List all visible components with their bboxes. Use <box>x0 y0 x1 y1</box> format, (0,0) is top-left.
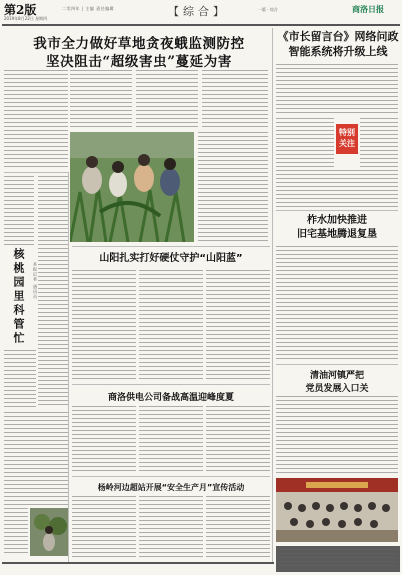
shanyang-col3 <box>206 270 270 382</box>
right-top-headline-line1: 《市长留言台》网络问政 <box>277 30 399 43</box>
column-rule <box>272 28 273 562</box>
right-top-headline-line2: 智能系统将升级上线 <box>288 45 388 58</box>
right-top-article-body <box>276 64 398 116</box>
walnut-headline: 核桃园里科管忙 <box>12 248 25 346</box>
walnut-article-col-a <box>4 176 34 246</box>
meeting-photo <box>276 478 398 542</box>
supply-headline: 商洛供电公司备战高温迎峰度夏 <box>107 393 234 403</box>
right-mid-headline-line1: 柞水加快推进 <box>307 215 367 226</box>
divider <box>72 384 270 385</box>
section-title: 【综合】 <box>168 5 228 18</box>
badge-line1: 特别 <box>339 128 355 137</box>
qingyou-headline-line2: 党员发展入口关 <box>305 384 369 394</box>
walnut-article-col-e <box>4 508 28 556</box>
masthead-info: 一版 · 综合 <box>258 7 278 12</box>
page-number: 第2版 <box>4 3 37 17</box>
right-mid-headline-line2: 旧宅基地腾退复垦 <box>297 229 377 240</box>
newspaper-logo: 商洛日报 <box>352 4 384 14</box>
masthead-nav: 二零四年 | 主编 责任编辑 <box>62 6 115 11</box>
yangling-col2 <box>139 496 203 558</box>
walnut-article-col-d <box>4 412 68 506</box>
date-line: 2019年8月22日 星期四 <box>4 16 48 21</box>
photo-walnut-image <box>30 508 68 556</box>
right-top-article-col-b <box>360 118 398 168</box>
main-headline-line1: 我市全力做好草地贪夜蛾监测防控 <box>33 36 245 52</box>
special-focus-badge <box>336 124 358 154</box>
main-article-col3 <box>136 70 198 128</box>
main-article-col1 <box>4 70 68 168</box>
footer-banner <box>276 546 400 572</box>
divider <box>72 246 270 247</box>
walnut-photo <box>30 508 68 556</box>
right-top-article-col-a <box>276 118 334 168</box>
divider <box>72 476 270 477</box>
supply-col3 <box>206 406 270 472</box>
footer-rule <box>2 562 274 564</box>
photo-meeting-image <box>276 478 398 542</box>
walnut-byline: 本报记者 通讯员 <box>33 262 38 300</box>
qingyou-article-body <box>276 396 398 476</box>
footer-banner-text <box>280 549 396 569</box>
yangling-col1 <box>72 496 136 558</box>
field-inspection-photo <box>70 132 194 242</box>
column-rule <box>68 172 69 562</box>
shanyang-headline: 山阳扎实打好硬仗守护“山阳蓝” <box>99 253 243 264</box>
shanyang-col2 <box>139 270 203 382</box>
main-article-col4 <box>202 70 268 128</box>
divider <box>4 172 68 173</box>
main-headline-line2: 坚决阻击“超级害虫”蔓延为害 <box>46 54 232 70</box>
divider <box>276 210 398 211</box>
supply-col2 <box>139 406 203 472</box>
main-article-col2 <box>70 70 132 128</box>
main-article-col5 <box>198 132 268 242</box>
walnut-article-col-c <box>4 350 36 410</box>
qingyou-headline-line1: 清油河镇严把 <box>309 371 364 381</box>
yangling-col3 <box>206 496 270 558</box>
photo-field-image <box>70 132 194 242</box>
walnut-article-col-b <box>38 176 68 408</box>
shanyang-col1 <box>72 270 136 382</box>
divider <box>276 364 398 365</box>
right-top-article-tail <box>276 170 398 208</box>
supply-col1 <box>72 406 136 472</box>
yangling-headline: 杨岭河边超站开展“安全生产月”宣传活动 <box>97 483 245 492</box>
badge-line2: 关注 <box>339 139 355 148</box>
right-mid-article-body <box>276 246 398 362</box>
masthead-rule <box>2 24 400 26</box>
